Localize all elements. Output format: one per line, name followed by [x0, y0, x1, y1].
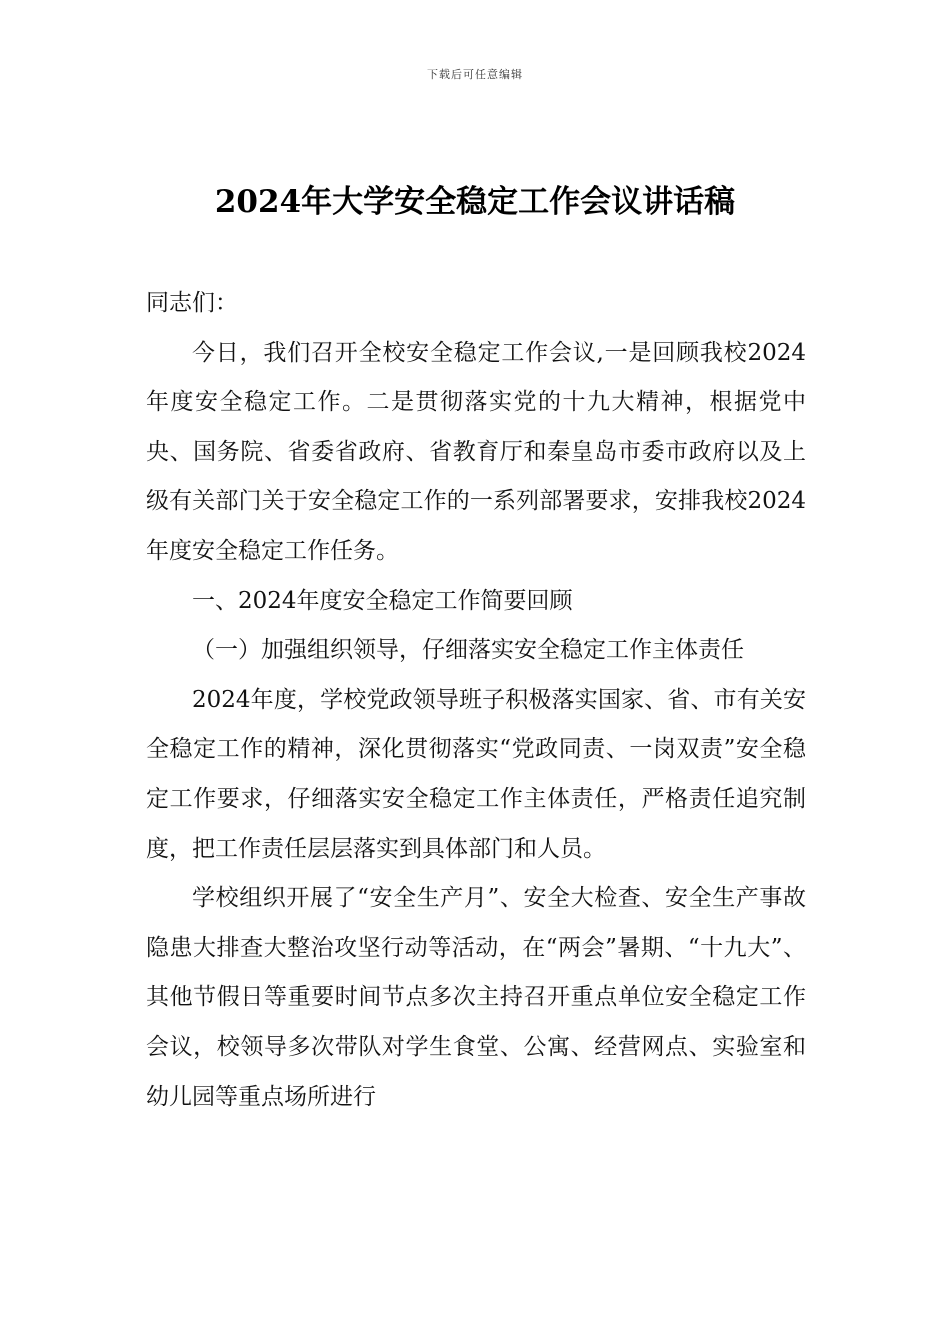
paragraph-activities: 学校组织开展了“安全生产月”、安全大检查、安全生产事故隐患大排查大整治攻坚行动等活动，在“两会”暑期、“十九大”、其他节假日等重要时间节点多次主持召开重点单位安全稳定工作会议，校领导多次带队对学生食堂、公寓、经营网点、实验室和幼儿园等重点场所进行 — [146, 885, 806, 1110]
document-body — [146, 279, 806, 1122]
salutation: 同志们： — [146, 290, 238, 316]
paragraph-intro: 今日，我们召开全校安全稳定工作会议,一是回顾我校2024年度安全稳定工作。二是贯彻落实党的十九大精神，根据党中央、国务院、省委省政府、省教育厅和秦皇岛市委市政府以及上级有关部门关于安全稳定工作的一系列部署要求，安排我校2024年度安全稳定工作任务。 — [146, 339, 806, 564]
paragraph-responsibility: 2024年度，学校党政领导班子积极落实国家、省、市有关安全稳定工作的精神，深化贯彻落实“党政同责、一岗双责”安全稳定工作要求，仔细落实安全稳定工作主体责任，严格责任追究制度，把工作责任层层落实到具体部门和人员。 — [146, 686, 806, 862]
section-heading: 一、2024年度安全稳定工作简要回顾 — [192, 587, 573, 614]
document-title: 2024年大学安全稳定工作会议讲话稿 — [214, 184, 736, 220]
header-note: 下载后可任意编辑 — [427, 68, 523, 81]
subsection-heading: （一）加强组织领导，仔细落实安全稳定工作主体责任 — [192, 637, 744, 664]
